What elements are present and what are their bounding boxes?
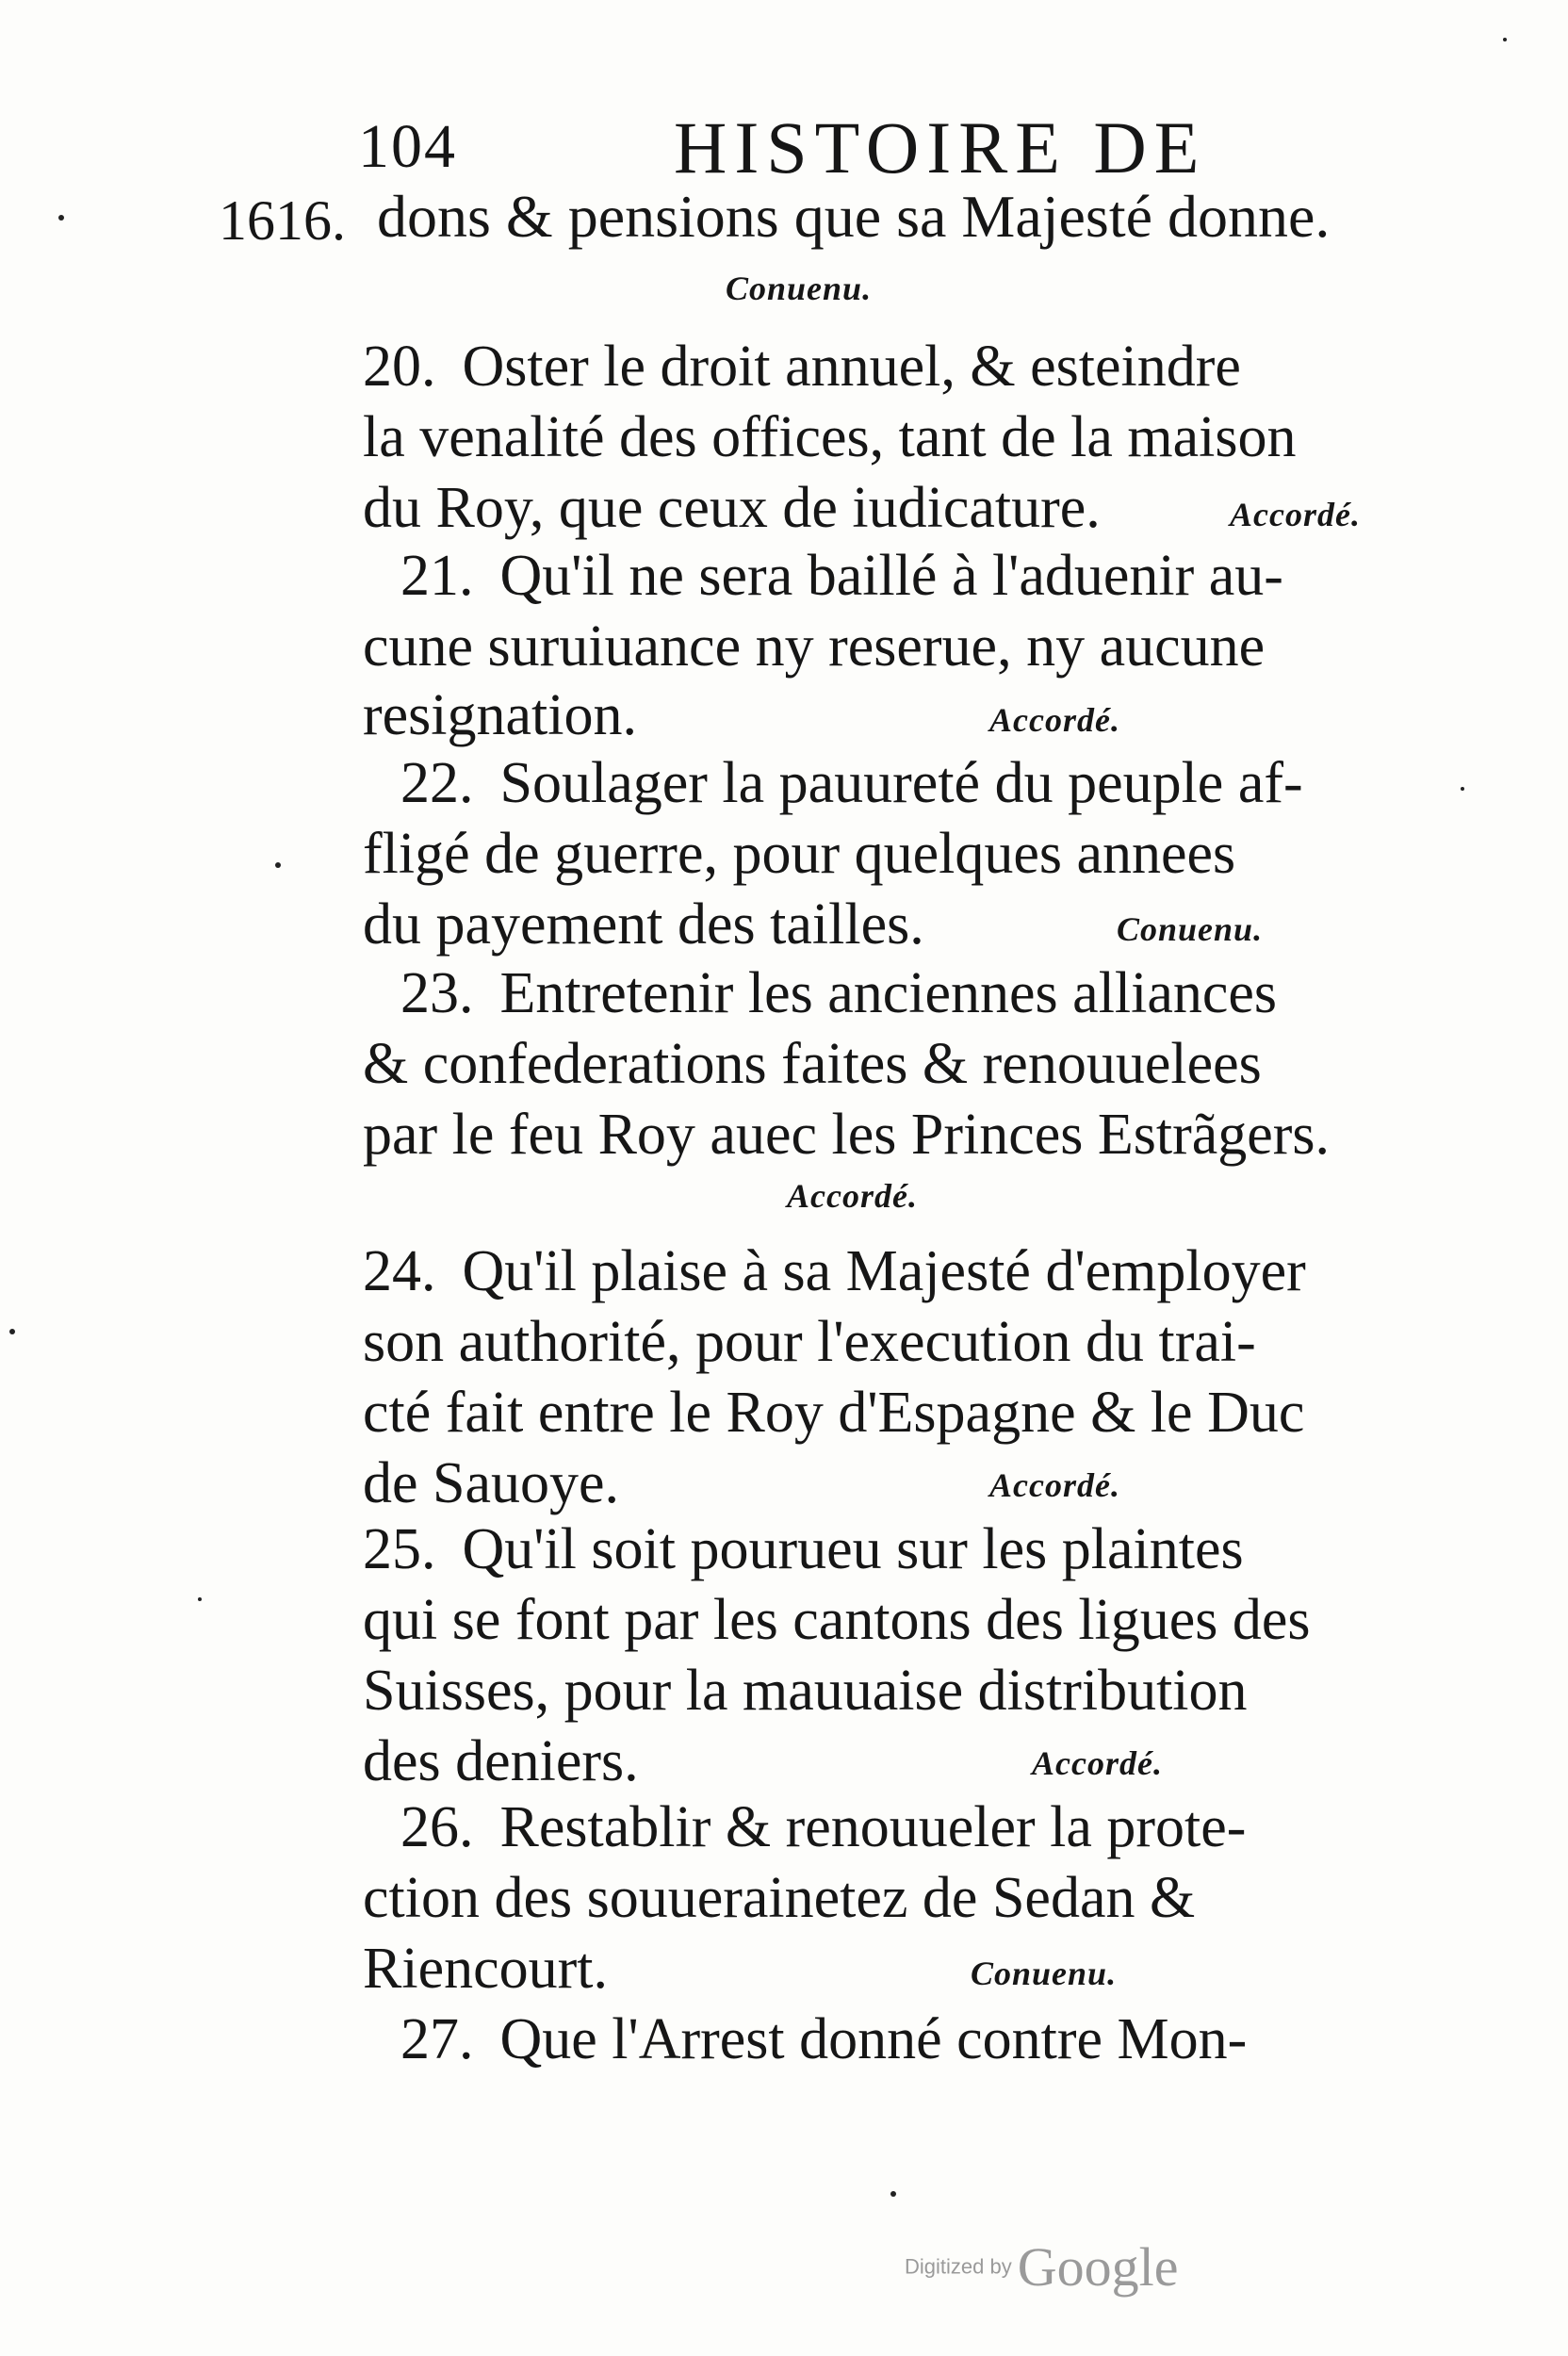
scan-speck	[9, 1329, 15, 1334]
margin-year: 1616.	[219, 189, 346, 252]
verdict-label: Conuenu.	[726, 270, 873, 307]
article-number: 25.	[363, 1517, 436, 1581]
verdict-label: Accordé.	[1032, 1744, 1163, 1782]
text-line: dons & pensions que sa Majesté donne.	[377, 183, 1331, 250]
article-number: 20.	[363, 335, 436, 399]
article-21-line-1: 21. Qu'il ne sera baillé à l'aduenir au-	[400, 544, 1283, 608]
verdict-label: Conuenu.	[1117, 910, 1264, 948]
article-27-line-1: 27. Que l'Arrest donné contre Mon-	[400, 2007, 1248, 2071]
article-number: 22.	[400, 751, 474, 815]
verdict-label: Conuenu.	[971, 1955, 1118, 1992]
article-21-line-2: cune suruiuance ny reserue, ny aucune	[363, 614, 1266, 679]
article-24-line-4: de Sauoye.	[363, 1451, 620, 1515]
article-23-line-1: 23. Entretenir les anciennes alliances	[400, 961, 1278, 1025]
article-22-line-3: du payement des tailles.	[363, 892, 924, 957]
article-number: 26.	[400, 1795, 474, 1859]
scan-speck	[275, 862, 281, 868]
article-20-line-3: du Roy, que ceux de iudicature.	[363, 476, 1101, 540]
scan-speck	[1461, 787, 1464, 791]
article-23-line-2: & confederations faites & renouuelees	[363, 1032, 1262, 1096]
verdict-label: Accordé.	[989, 1466, 1120, 1504]
watermark-prefix: Digitized by	[905, 2254, 1012, 2279]
watermark-brand: Google	[1017, 2236, 1179, 2298]
article-24-line-2: son authorité, pour l'execution du trai-	[363, 1310, 1256, 1374]
article-25-line-4: des deniers.	[363, 1729, 639, 1793]
verdict-label: Accordé.	[1230, 496, 1361, 533]
article-20-line-2: la venalité des offices, tant de la maison	[363, 405, 1297, 469]
article-20-line-1: 20. Oster le droit annuel, & esteindre	[363, 335, 1241, 399]
article-number: 23.	[400, 961, 474, 1025]
verdict-label: Accordé.	[989, 701, 1120, 739]
scan-speck	[1503, 38, 1507, 41]
article-number: 24.	[363, 1239, 436, 1303]
article-24-line-3: cté fait entre le Roy d'Espagne & le Duc	[363, 1381, 1305, 1445]
running-title: HISTOIRE DE	[674, 106, 1207, 188]
article-24-line-1: 24. Qu'il plaise à sa Majesté d'employer	[363, 1239, 1306, 1303]
article-22-line-1: 22. Soulager la pauureté du peuple af-	[400, 751, 1303, 815]
article-25-line-1: 25. Qu'il soit pourueu sur les plaintes	[363, 1517, 1244, 1581]
verdict-label: Accordé.	[787, 1177, 918, 1215]
article-26-line-2: ction des souuerainetez de Sedan &	[363, 1866, 1196, 1930]
article-26-line-1: 26. Restablir & renouueler la prote-	[400, 1795, 1247, 1859]
article-25-line-3: Suisses, pour la mauuaise distribution	[363, 1659, 1248, 1723]
article-22-line-2: fligé de guerre, pour quelques annees	[363, 822, 1236, 886]
article-23-line-3: par le feu Roy auec les Princes Estrãgers.	[363, 1103, 1331, 1167]
article-26-line-3: Riencourt.	[363, 1937, 608, 2001]
article-number: 21.	[400, 544, 474, 608]
article-number: 27.	[400, 2007, 474, 2071]
page-number: 104	[358, 112, 457, 181]
scan-speck	[890, 2191, 896, 2197]
digitized-watermark	[905, 2235, 1178, 2299]
scan-speck	[58, 215, 64, 221]
scan-speck	[198, 1597, 202, 1601]
article-25-line-2: qui se font par les cantons des ligues des	[363, 1588, 1311, 1652]
article-21-line-3: resignation.	[363, 683, 637, 747]
